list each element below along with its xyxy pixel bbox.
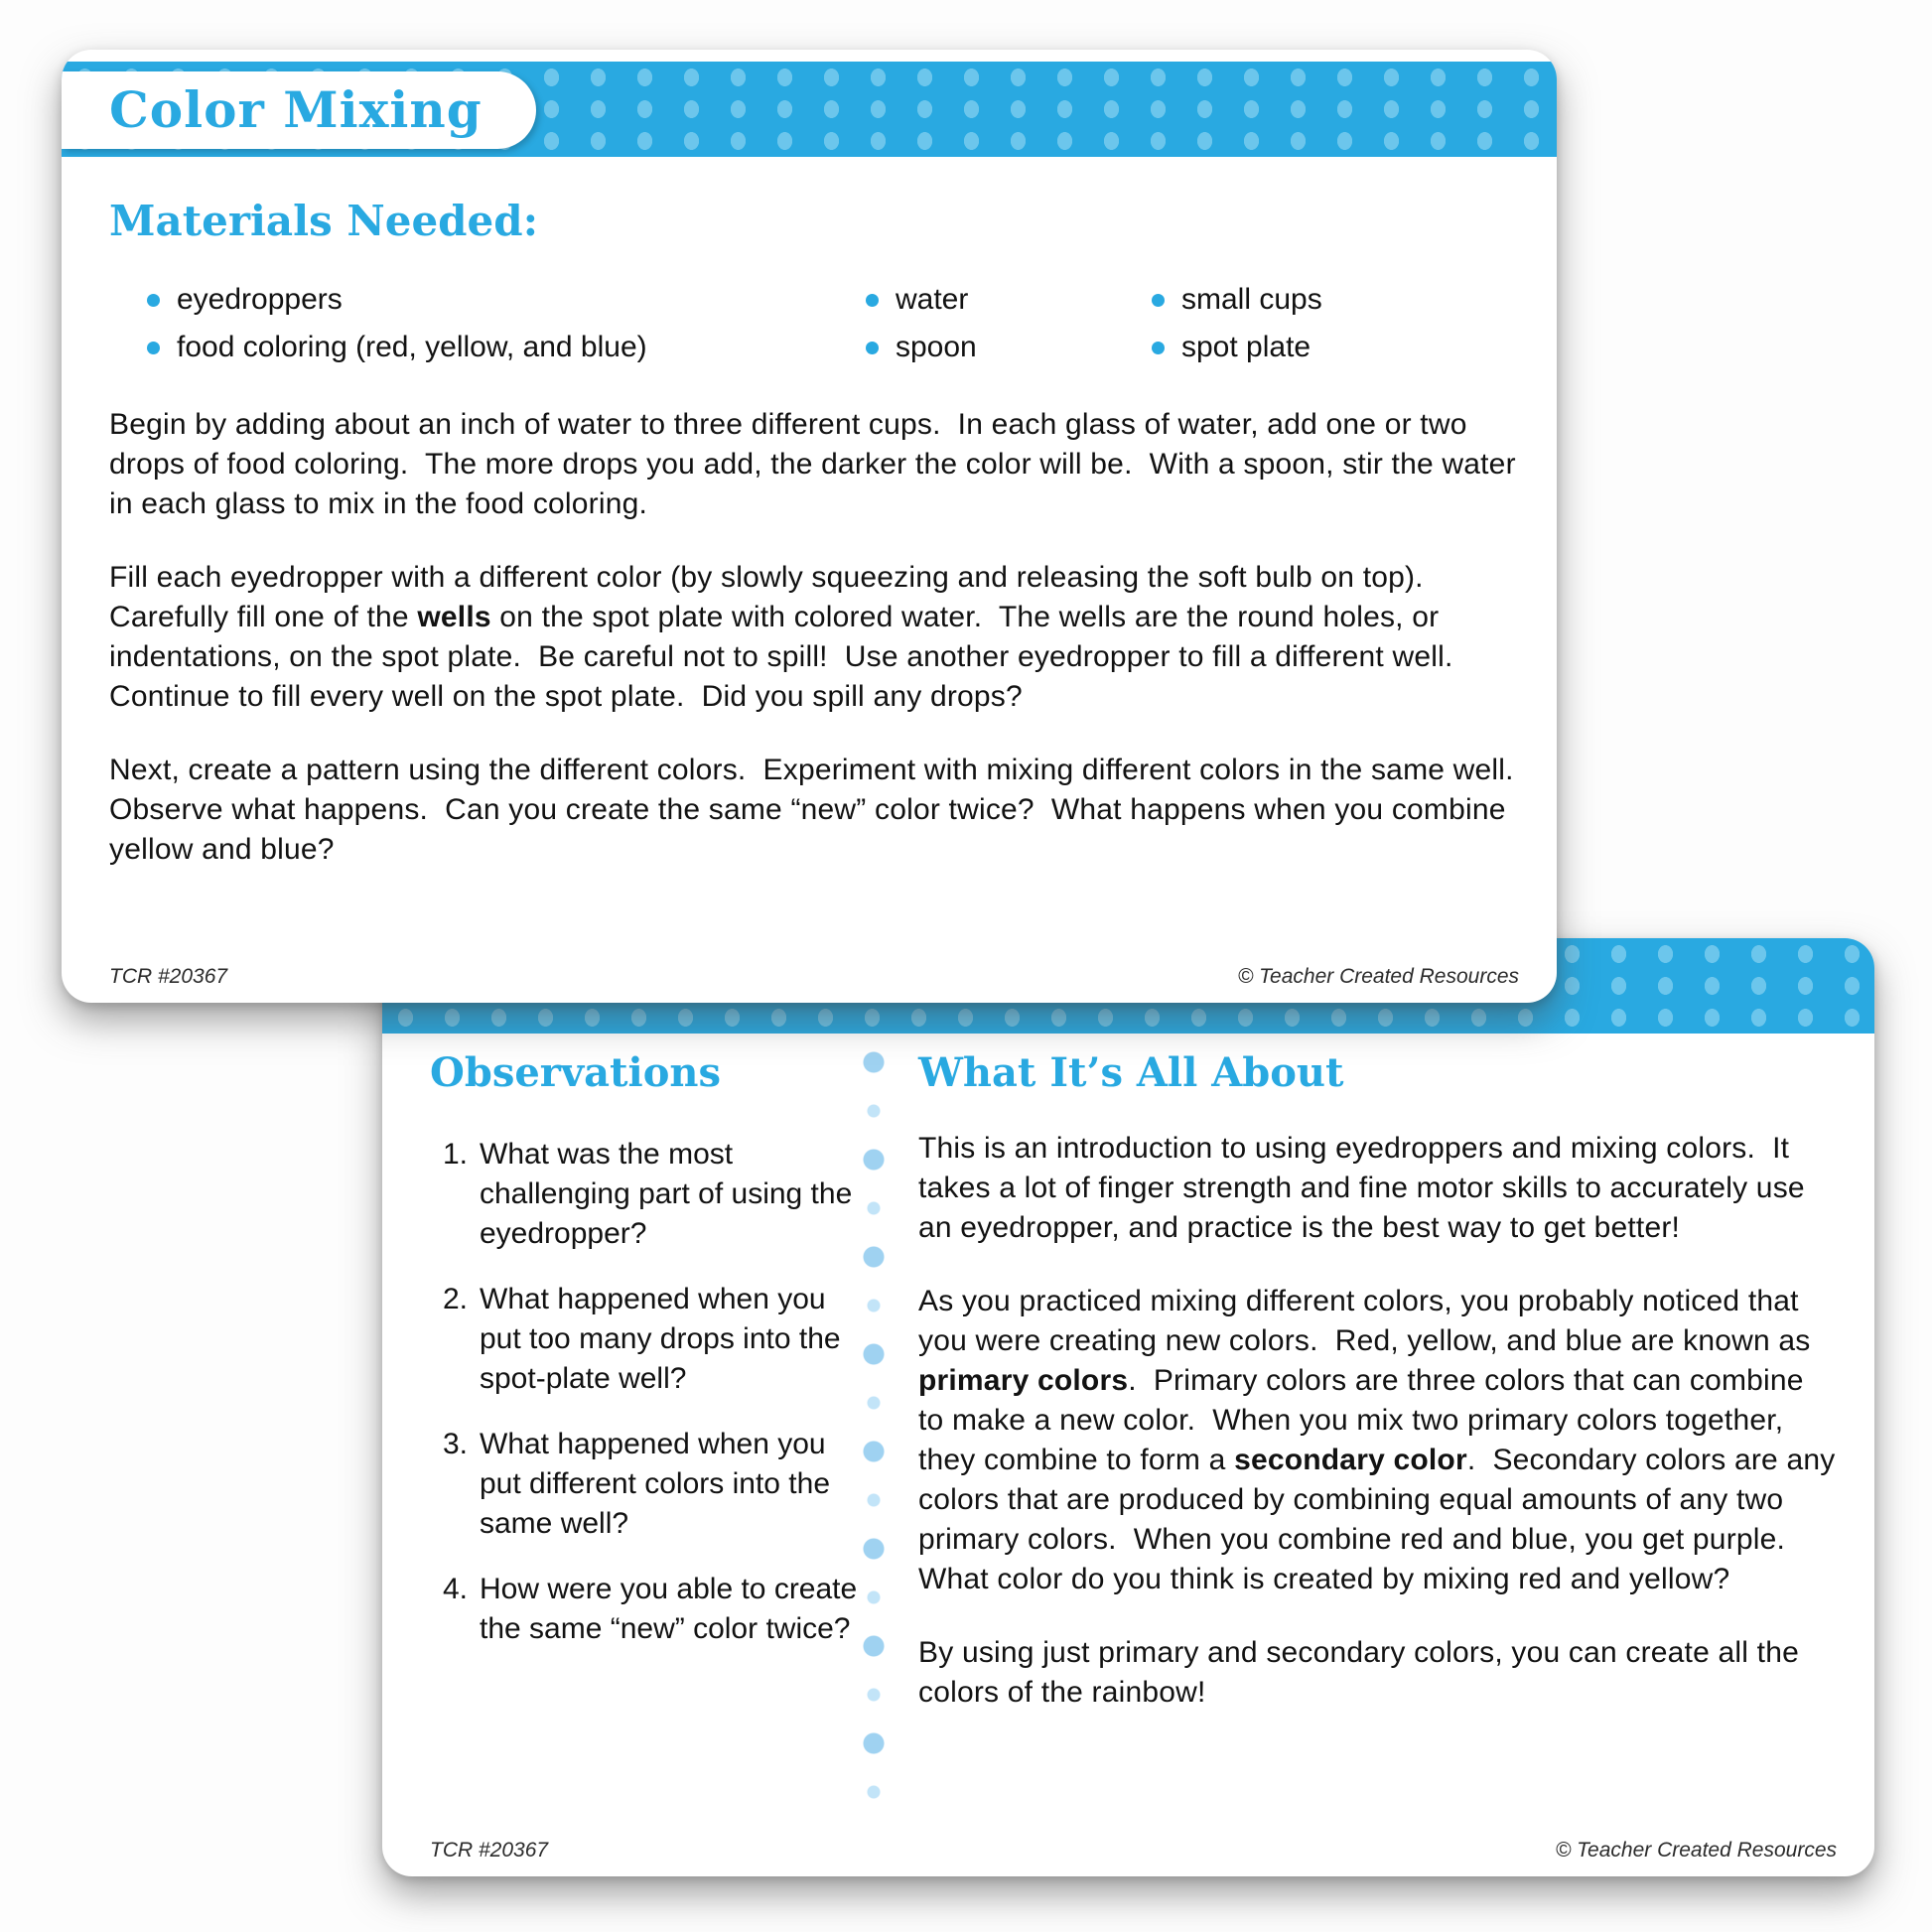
front-card-content [109, 157, 1525, 947]
bullet-dot-icon [147, 342, 160, 354]
copyright-notice: © Teacher Created Resources [1555, 1839, 1837, 1862]
materials-list [147, 276, 1519, 371]
bullet-dot-icon [866, 342, 879, 354]
material-label: food coloring (red, yellow, and blue) [177, 331, 647, 363]
observations-list [430, 1135, 863, 1649]
bullet-dot-icon [147, 294, 160, 307]
about-paragraph-3: By using just primary and secondary colors, you can create all the colors of the rainbow! [918, 1636, 1808, 1709]
title-tab [62, 71, 536, 149]
material-label: small cups [1181, 283, 1322, 316]
materials-heading: Materials Needed: [109, 197, 539, 245]
observation-question: What happened when you put different colors into the same well? [480, 1428, 830, 1540]
product-number: TCR #20367 [430, 1839, 549, 1862]
about-paragraph-2: As you practiced mixing different colors, you probably noticed that you were creating new colors. Red, yellow, and blue are known as primary colors. Primary colors are three colors that can combine to make a new color. When you mix two primary colors together, they combine to form a secondary color. Secondary colors are any colors that are produced by combining equal amounts of any two primary colors. When you combine red and blue, you get purple. What color do you think is created by mixing red and yellow? [918, 1285, 1844, 1595]
dotted-divider [861, 1045, 887, 1819]
list-item [1152, 276, 1519, 324]
list-item [430, 1425, 863, 1544]
bullet-dot-icon [1152, 294, 1165, 307]
material-label: spot plate [1181, 331, 1311, 363]
list-item [866, 276, 1152, 324]
list-number: 1. [442, 1138, 468, 1171]
instructions-paragraph-2: Fill each eyedropper with a different color (by slowly squeezing and releasing the soft bulb on top). Carefully fill one of the wells on the spot plate with colored water. The wells are the round holes, or indentations, on the spot plate. Be careful not to spill! Use another eyedropper to fill a different well. Continue to fill every well on the spot plate. Did you spill any drops? [109, 561, 1470, 713]
material-label: eyedroppers [177, 283, 343, 316]
material-label: spoon [896, 331, 977, 363]
materials-column-3 [1152, 276, 1519, 371]
observation-question: What was the most challenging part of using the eyedropper? [480, 1138, 853, 1250]
bullet-dot-icon [866, 294, 879, 307]
instructions-paragraph-1: Begin by adding about an inch of water to three different cups. In each glass of water, add one or two drops of food coloring. The more drops you add, the darker the color will be. With a spoon, stir the water in each glass to mix in the food coloring. [109, 408, 1525, 520]
observations-heading: Observations [430, 1049, 721, 1096]
list-item [430, 1135, 863, 1254]
observations-column [430, 1037, 863, 1675]
materials-column-2 [866, 276, 1152, 371]
activity-card-back [382, 938, 1874, 1876]
instructions-paragraph-3: Next, create a pattern using the different colors. Experiment with mixing different colors in the same well. Observe what happens. Can you create the same “new” color twice? What happens when you combine yellow and blue? [109, 754, 1523, 866]
list-item [147, 324, 866, 371]
bullet-dot-icon [1152, 342, 1165, 354]
list-number: 3. [442, 1428, 468, 1460]
materials-column-1 [147, 276, 866, 371]
list-item [430, 1570, 863, 1649]
card-title: Color Mixing [109, 80, 483, 139]
about-heading: What It’s All About [918, 1049, 1344, 1096]
observation-question: How were you able to create the same “new” color twice? [480, 1573, 858, 1645]
activity-card-front [62, 50, 1557, 1003]
list-number: 2. [442, 1283, 468, 1315]
list-item [430, 1280, 863, 1399]
material-label: water [896, 283, 969, 316]
observation-question: What happened when you put too many drops into the spot-plate well? [480, 1283, 841, 1395]
list-number: 4. [442, 1573, 468, 1605]
product-number: TCR #20367 [109, 965, 228, 988]
list-item [147, 276, 866, 324]
about-paragraph-1: This is an introduction to using eyedroppers and mixing colors. It takes a lot of finger strength and fine motor skills to accurately use an eyedropper, and practice is the best way to get better! [918, 1132, 1814, 1244]
copyright-notice: © Teacher Created Resources [1237, 965, 1519, 988]
list-item [1152, 324, 1519, 371]
about-column [918, 1037, 1844, 1713]
list-item [866, 324, 1152, 371]
